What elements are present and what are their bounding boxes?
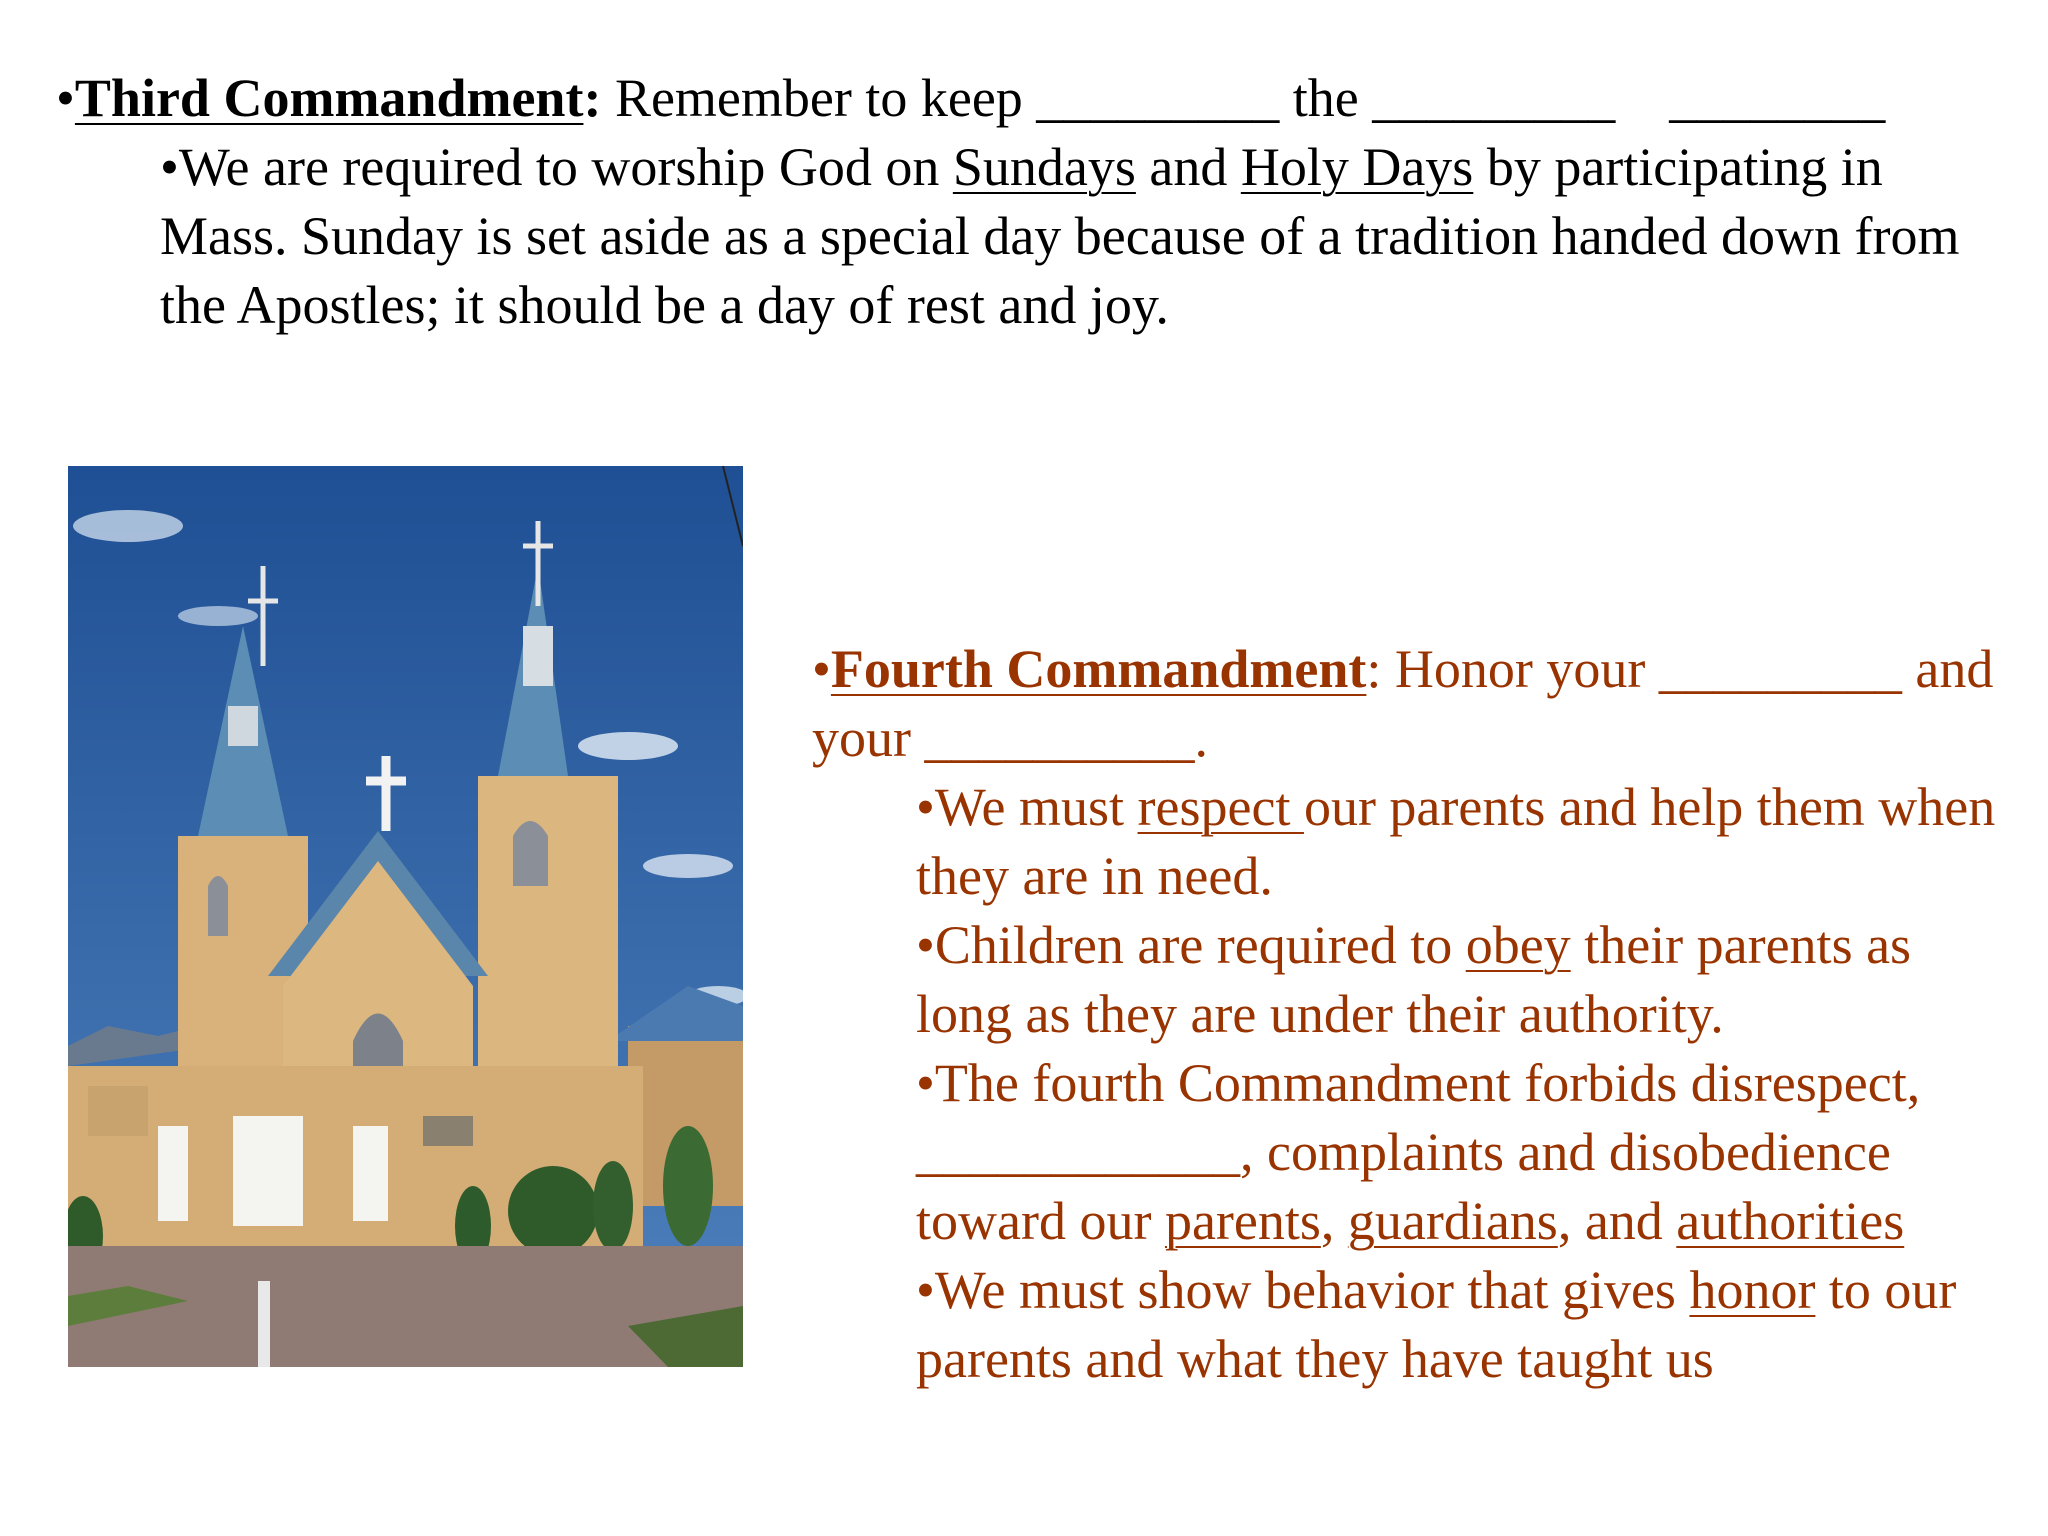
item-text: , [1320, 1191, 1348, 1251]
blank: __________ [924, 708, 1195, 768]
statement-text: . [1194, 708, 1208, 768]
blank: _________ [1372, 68, 1616, 128]
bullet: • [812, 639, 831, 699]
item-text: to our parents and what they have taught us [916, 1260, 1957, 1389]
fourth-commandment-title: Fourth Commandment [830, 639, 1367, 699]
fourth-commandment-heading [812, 635, 2012, 773]
item-text: by participating in Mass. Sunday is set aside as a special day because of a tradition handed down from the Apostles; it should be a day of rest and joy. [160, 137, 1960, 335]
blank: _________ [1036, 68, 1280, 128]
underlined-term: obey [1465, 915, 1571, 975]
item-text: We must show behavior that gives [934, 1260, 1690, 1320]
underlined-term: authorities [1676, 1191, 1905, 1251]
item-text: We are required to worship God on [178, 137, 953, 197]
statement-text: and your [812, 639, 1994, 768]
underlined-term: respect [1137, 777, 1304, 837]
third-commandment-title: Third Commandment [74, 68, 584, 128]
bullet: • [916, 915, 935, 975]
fourth-commandment-item [916, 1049, 2012, 1256]
item-text: and [1135, 137, 1241, 197]
title-colon: : [583, 68, 602, 128]
underlined-term: guardians [1347, 1191, 1558, 1251]
fourth-commandment-item [916, 911, 2012, 1049]
third-commandment-section [56, 64, 2016, 340]
bullet: • [916, 1260, 935, 1320]
underlined-term: honor [1689, 1260, 1816, 1320]
item-text: We must [934, 777, 1138, 837]
bullet: • [916, 777, 935, 837]
blank: ____________ [916, 1122, 1240, 1182]
fourth-commandment-section [812, 635, 2012, 1394]
spacer [1615, 68, 1669, 128]
bullet: • [56, 68, 75, 128]
fourth-commandment-item [916, 773, 2012, 911]
item-text: , complaints and disobedience toward our [916, 1122, 1891, 1251]
statement-text: : Honor your [1366, 639, 1659, 699]
item-text: The fourth Commandment forbids disrespect, [934, 1053, 1921, 1113]
statement-text: the [1279, 68, 1373, 128]
fourth-commandment-item [916, 1256, 2012, 1394]
third-commandment-heading [56, 64, 2016, 133]
bullet: • [916, 1053, 935, 1113]
underlined-term: Holy Days [1240, 137, 1474, 197]
statement-text: Remember to keep [601, 68, 1037, 128]
church-photo [68, 466, 743, 1367]
blank: _________ [1658, 639, 1902, 699]
item-text: , and [1557, 1191, 1677, 1251]
underlined-term: parents [1164, 1191, 1321, 1251]
blank: ________ [1669, 68, 1886, 128]
underlined-term: Sundays [952, 137, 1136, 197]
bullet: • [160, 137, 179, 197]
item-text: our parents and help them when they are in need. [916, 777, 1996, 906]
item-text: Children are required to [934, 915, 1466, 975]
item-text: their parents as long as they are under their authority. [916, 915, 1912, 1044]
third-commandment-item [160, 133, 2016, 340]
